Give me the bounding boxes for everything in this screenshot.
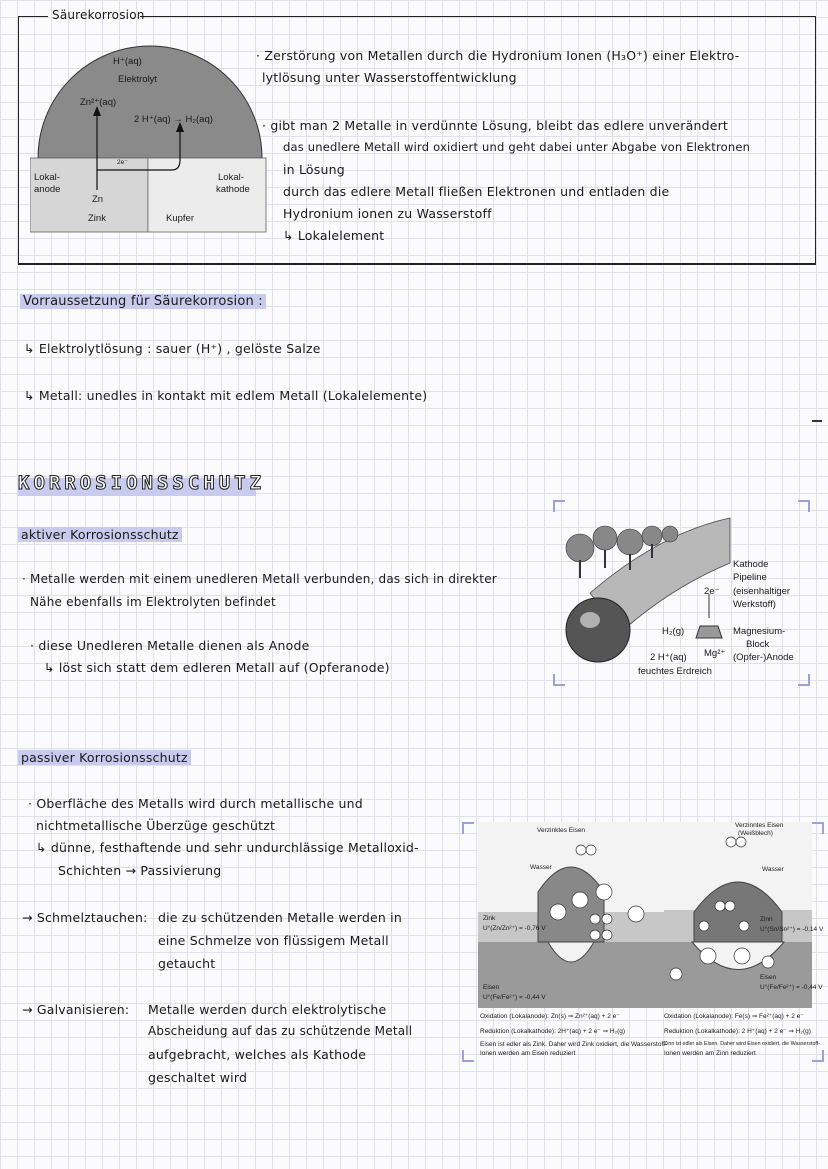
fig-right-note-1: Zinn ist edler als Eisen. Daher wird Eisen oxidiert, die Wasserstoff-	[664, 1041, 821, 1047]
active-line-2: Nähe ebenfalls im Elektrolyten befindet	[30, 595, 276, 609]
fig-right-oxidation: Oxidation (Lokalanode): Fe(s) ⇒ Fe²⁺(aq) + 2 e⁻	[664, 1013, 804, 1020]
figure-label-opferanode: (Opfer-)Anode	[733, 652, 794, 663]
box-top-rule-left	[18, 16, 48, 17]
fig-right-reduction: Reduktion (Lokalkathode): 2 H⁺(aq) + 2 e⁻ ⇒ H₂(g)	[664, 1028, 811, 1035]
fig-left-eisen-potential: U°(Fe/Fe²⁺) = -0,44 V	[483, 994, 546, 1001]
corrosion-protection-title: KORROSIONSSCHUTZ	[18, 472, 266, 494]
fig-left-oxidation: Oxidation (Lokalanode): Zn(s) ⇒ Zn²⁺(aq) + 2 e⁻	[480, 1013, 620, 1020]
passive-protection-title-text: passiver Korrosionsschutz	[18, 750, 191, 765]
diagram-label-lokalanode-1: Lokal-	[34, 172, 60, 183]
figure-label-magnesium-2: Block	[746, 639, 770, 650]
fig-right-eisen-potential: U°(Fe/Fe²⁺) = -0,44 V	[760, 984, 823, 991]
note-line-7: Hydronium ionen zu Wasserstoff	[283, 206, 492, 221]
figure-label-kathode: Kathode	[733, 559, 769, 570]
diagram-label-reaction: 2 H⁺(aq) → H₂(aq)	[134, 114, 213, 125]
fig-left-note-2: Ionen werden am Eisen reduziert	[480, 1050, 576, 1057]
fig-right-zinn-potential: U°(Sn/Sn²⁺) = -0,14 V	[760, 926, 824, 933]
fig-left-title: Verzinktes Eisen	[537, 827, 586, 834]
figure-label-h2: H₂(g)	[662, 626, 685, 637]
passive-line-1: · Oberfläche des Metalls wird durch metallische und	[28, 796, 363, 811]
fig-right-eisen: Eisen	[760, 974, 777, 981]
galvanize-line-3: aufgebracht, welches als Kathode	[148, 1047, 367, 1062]
galvanize-line-1: Metalle werden durch elektrolytische	[148, 1002, 387, 1017]
figure2-corner-tr	[812, 822, 824, 834]
figure-corner-br	[798, 674, 810, 686]
prerequisite-item-metal: ↳ Metall: unedles in kontakt mit edlem Metall (Lokalelemente)	[24, 388, 428, 403]
note-line-2: lytlösung unter Wasserstoffentwicklung	[262, 70, 517, 85]
active-protection-title	[18, 527, 182, 542]
figure-label-electrons: 2e⁻	[704, 586, 720, 597]
figure-label-magnesium-1: Magnesium-	[733, 626, 786, 637]
diagram-label-h-aq: H⁺(aq)	[113, 56, 142, 67]
hot-dip-line-1: die zu schützenden Metalle werden in	[158, 910, 402, 925]
diagram-label-zink: Zink	[88, 213, 106, 224]
diagram-label-zn-ion: Zn²⁺(aq)	[80, 97, 117, 108]
figure-label-erdreich: feuchtes Erdreich	[638, 666, 712, 677]
figure-corner-tr	[798, 500, 810, 512]
active-line-4: ↳ löst sich statt dem edleren Metall auf (Opferanode)	[44, 660, 390, 675]
passive-protection-title	[18, 750, 191, 765]
margin-dash	[812, 420, 822, 422]
fig-left-reduction: Reduktion (Lokalkathode): 2H⁺(aq) + 2 e⁻ ⇒ H₂(g)	[480, 1028, 626, 1035]
figure-label-werkstoff: Werkstoff)	[733, 599, 776, 610]
galvanize-label: → Galvanisieren:	[22, 1002, 130, 1017]
active-protection-title-text: aktiver Korrosionsschutz	[18, 527, 182, 542]
diagram-label-kupfer: Kupfer	[166, 213, 194, 224]
fig-right-wasser: Wasser	[762, 866, 784, 873]
fig-right-note-2: Ionen werden am Zinn reduziert	[664, 1050, 756, 1057]
fig-left-zink-potential: U°(Zn/Zn²⁺) = -0,76 V	[483, 925, 546, 932]
fig-right-title-2: (Weißblech)	[738, 830, 773, 837]
note-line-4: das unedlere Metall wird oxidiert und geht dabei unter Abgabe von Elektronen	[283, 140, 751, 154]
passive-line-3: ↳ dünne, festhaftende und sehr undurchlässige Metalloxid-	[36, 840, 419, 855]
figure-label-pipeline: Pipeline	[733, 572, 767, 583]
section-heading-acid-corrosion: Säurekorrosion	[52, 8, 145, 22]
figure2-corner-tl	[462, 822, 474, 834]
diagram-label-lokalanode-2: anode	[34, 184, 61, 195]
diagram-label-elektrolyt: Elektrolyt	[118, 74, 158, 85]
figure2-corner-bl	[462, 1050, 474, 1062]
tinned-iron-illustration	[664, 822, 812, 1008]
prerequisite-item-electrolyte: ↳ Elektrolytlösung : sauer (H⁺) , gelöste Salze	[24, 341, 321, 356]
note-line-6: durch das edlere Metall fließen Elektronen und entladen die	[283, 184, 670, 199]
note-line-3: · gibt man 2 Metalle in verdünnte Lösung, bleibt das edlere unverändert	[262, 118, 729, 133]
figure-label-reaction: 2 H⁺(aq)	[650, 652, 687, 663]
box-top-rule-right	[140, 16, 815, 17]
figure-label-eisen: (eisenhaltiger	[733, 586, 791, 597]
lokalelement-diagram	[30, 40, 270, 240]
note-line-5: in Lösung	[283, 162, 345, 177]
prerequisite-title-text: Vorraussetzung für Säurekorrosion :	[20, 294, 266, 309]
fig-left-note-1: Eisen ist edler als Zink. Daher wird Zink oxidiert, die Wasserstoff-	[480, 1041, 668, 1048]
active-line-1: · Metalle werden mit einem unedleren Metall verbunden, das sich in direkter	[22, 572, 497, 586]
note-line-1: · Zerstörung von Metallen durch die Hydronium Ionen (H₃O⁺) einer Elektro-	[256, 48, 740, 63]
galvanized-iron-illustration	[478, 822, 664, 1008]
galvanize-line-4: geschaltet wird	[148, 1070, 248, 1085]
hot-dip-line-3: getaucht	[158, 956, 216, 971]
figure2-corner-br	[812, 1050, 824, 1062]
fig-right-title-1: Verzinntes Eisen	[735, 822, 784, 829]
hot-dip-label: → Schmelztauchen:	[22, 910, 148, 925]
diagram-label-lokalkathode-1: Lokal-	[218, 172, 244, 183]
diagram-label-lokalkathode-2: kathode	[216, 184, 250, 195]
passive-line-4: Schichten → Passivierung	[58, 863, 222, 878]
prerequisite-title	[20, 294, 266, 309]
diagram-label-electrons: 2e⁻	[117, 159, 128, 166]
fig-left-wasser: Wasser	[530, 864, 552, 871]
active-line-3: · diese Unedleren Metalle dienen als Anode	[30, 638, 310, 653]
fig-left-zink: Zink	[483, 915, 496, 922]
note-line-8: ↳ Lokalelement	[283, 228, 385, 243]
galvanize-line-2: Abscheidung auf das zu schützende Metall	[148, 1024, 413, 1038]
diagram-label-zn: Zn	[92, 194, 104, 205]
hot-dip-line-2: eine Schmelze von flüssigem Metall	[158, 933, 389, 948]
figure-label-mg: Mg²⁺	[704, 648, 726, 659]
passive-line-2: nichtmetallische Überzüge geschützt	[36, 818, 276, 833]
fig-left-eisen: Eisen	[483, 984, 500, 991]
fig-right-zinn: Zinn	[760, 916, 773, 923]
